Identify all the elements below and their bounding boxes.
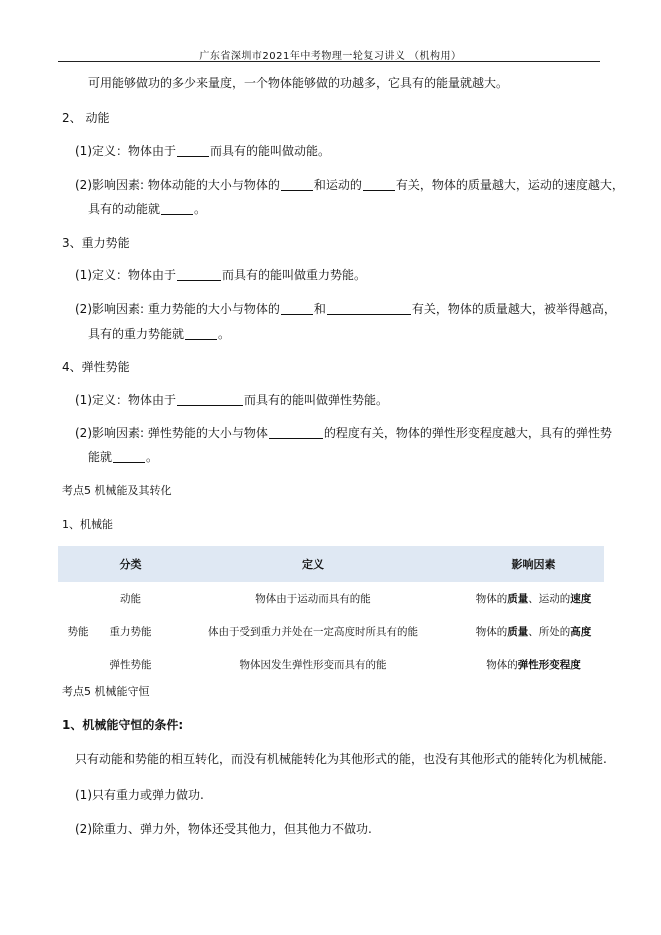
text: 。 <box>218 327 231 341</box>
table-cell: 物体由于运动而具有的能 <box>255 593 371 605</box>
page-header: 广东省深圳市2021年中考物理一轮复习讲义 （机构用） <box>199 51 462 62</box>
text: (1)定义：物体由于 <box>75 144 176 158</box>
elastic-definition <box>75 391 388 408</box>
condition-1: (1)只有重力或弹力做功. <box>75 788 204 802</box>
kinetic-factors-cont <box>88 200 206 217</box>
text: 、运动的 <box>528 593 571 605</box>
text: 物体的 <box>475 626 508 638</box>
fill-blank[interactable] <box>269 426 323 439</box>
condition-2: (2)除重力、弹力外，物体还受其他力，但其他力不做功. <box>75 822 372 836</box>
fill-blank[interactable] <box>177 393 243 406</box>
table-cell-group: 势能 <box>67 626 89 638</box>
header-rule <box>58 61 600 62</box>
section-kinetic-title: 2、 动能 <box>62 111 110 125</box>
fill-blank[interactable] <box>177 144 209 157</box>
text: 而具有的能叫做弹性势能。 <box>244 393 389 407</box>
text: 质量 <box>507 593 529 605</box>
table-cell <box>58 582 98 615</box>
text: 和 <box>313 302 326 316</box>
table-cell <box>463 648 604 681</box>
elastic-factors <box>75 424 612 441</box>
fill-blank[interactable] <box>185 327 217 340</box>
kinetic-definition <box>75 142 330 159</box>
text: 物体的 <box>475 593 508 605</box>
intro-line: 可用能够做功的多少来量度，一个物体能够做的功越多，它具有的能量就越大。 <box>88 76 509 90</box>
table-header: 定义 <box>163 546 463 582</box>
kaodian-5-mechanical-energy: 考点5 机械能及其转化 <box>62 484 172 497</box>
gravity-factors-cont <box>88 325 230 342</box>
text: 而具有的能叫做动能。 <box>210 144 331 158</box>
table-cell: 物体因发生弹性形变而具有的能 <box>239 659 387 671</box>
kaodian-5-conservation: 考点5 机械能守恒 <box>62 685 150 698</box>
table-row <box>58 582 604 615</box>
fill-blank[interactable] <box>363 178 395 191</box>
text: 、所处的 <box>528 626 571 638</box>
text: 有关，物体的质量越大，运动的速度越大， <box>395 178 624 192</box>
table-header-row <box>58 546 604 582</box>
text: 具有的动能就 <box>88 202 161 216</box>
text: 。 <box>146 450 159 464</box>
text: (2)影响因素: 物体动能的大小与物体的 <box>75 178 280 192</box>
text: 高度 <box>570 626 592 638</box>
table-header <box>58 546 98 582</box>
text: 的程度有关，物体的弹性形变程度越大，具有的弹性势 <box>323 426 612 440</box>
subsection-conservation-conditions: 1、机械能守恒的条件: <box>62 718 184 732</box>
table-cell: 弹性势能 <box>109 659 152 671</box>
text: 速度 <box>570 593 592 605</box>
table-row <box>58 648 604 681</box>
conservation-statement: 只有动能和势能的相互转化，而没有机械能转化为其他形式的能，也没有其他形式的能转化为机械能. <box>75 752 607 766</box>
energy-table <box>58 546 604 681</box>
section-elastic-title: 4、弹性势能 <box>62 360 130 374</box>
fill-blank[interactable] <box>177 268 221 281</box>
text: 而具有的能叫做重力势能。 <box>222 268 367 282</box>
text: 具有的重力势能就 <box>88 327 185 341</box>
text: 能就 <box>88 450 113 464</box>
text: 质量 <box>507 626 529 638</box>
fill-blank[interactable] <box>113 450 145 463</box>
text: 弹性形变程度 <box>517 659 581 671</box>
table-cell <box>463 582 604 615</box>
text: 物体的 <box>486 659 518 671</box>
text: (2)影响因素: 重力势能的大小与物体的 <box>75 302 280 316</box>
fill-blank[interactable] <box>161 202 193 215</box>
section-gravity-title: 3、重力势能 <box>62 236 130 250</box>
table-header: 分类 <box>98 546 163 582</box>
fill-blank[interactable] <box>327 302 411 315</box>
table-cell: 体由于受到重力并处在一定高度时所具有的能 <box>208 626 418 638</box>
text: (1)定义：物体由于 <box>75 268 176 282</box>
table-row <box>58 615 604 648</box>
gravity-factors <box>75 300 616 317</box>
table-cell <box>58 648 98 681</box>
subsection-mechanical-energy: 1、机械能 <box>62 518 113 531</box>
table-cell: 动能 <box>120 593 141 605</box>
fill-blank[interactable] <box>281 178 313 191</box>
kinetic-factors <box>75 176 624 193</box>
fill-blank[interactable] <box>281 302 313 315</box>
table-cell <box>463 615 604 648</box>
gravity-definition <box>75 266 366 283</box>
table-cell: 重力势能 <box>109 626 152 638</box>
text: 有关，物体的质量越大，被举得越高， <box>411 302 616 316</box>
elastic-factors-cont <box>88 448 158 465</box>
text: 和运动的 <box>313 178 362 192</box>
text: (2)影响因素: 弹性势能的大小与物体 <box>75 426 268 440</box>
text: (1)定义：物体由于 <box>75 393 176 407</box>
table-header: 影响因素 <box>463 546 604 582</box>
text: 。 <box>194 202 207 216</box>
